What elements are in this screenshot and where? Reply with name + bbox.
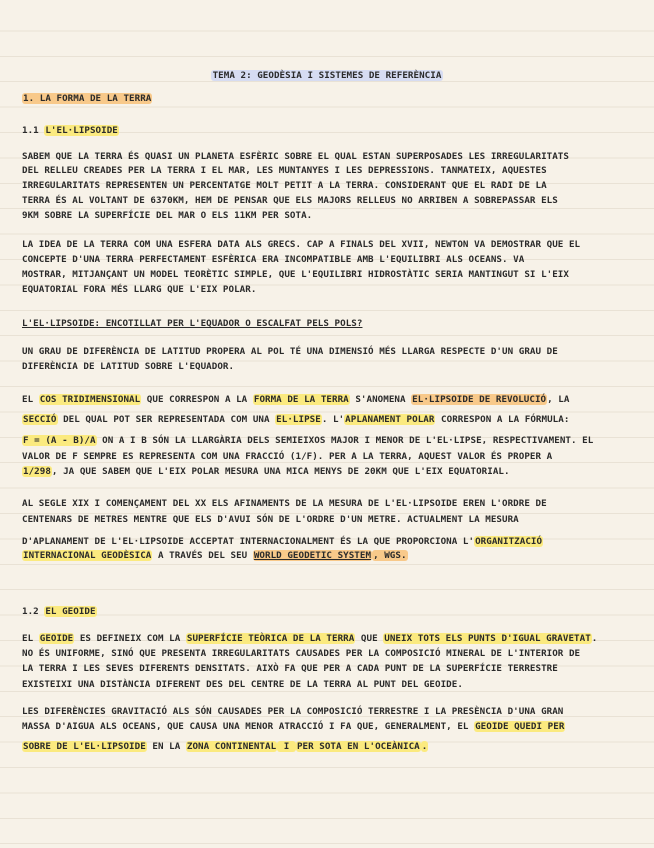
paragraph-7-line [22, 721, 632, 733]
paragraph-5-line [22, 536, 632, 548]
text-run: CORRESPON A LA FÓRMULA: [435, 414, 570, 425]
text-run: . L' [321, 414, 345, 425]
paragraph-1-line: SABEM QUE LA TERRA ÉS QUASI UN PLANETA ESFÈRIC SOBRE EL QUAL ESTAN SUPERPOSADES LES IRREGULARITATS [22, 151, 569, 162]
text-run: , LA [547, 394, 570, 405]
paragraph-4-line [22, 414, 632, 426]
text-run: I [278, 741, 295, 752]
highlight-term: GEOIDE QUEDI PER [475, 721, 565, 732]
paragraph-1-line: 9KM SOBRE LA SUPERFÍCIE DEL MAR O ELS 11KM PER SOTA. [22, 210, 313, 221]
paragraph-7-line [22, 741, 632, 753]
title-text: TEMA 2: GEODÈSIA I SISTEMES DE REFERÈNCIA [212, 70, 442, 81]
text-run: . [591, 633, 598, 644]
paragraph-2-line: LA IDEA DE LA TERRA COM UNA ESFERA DATA ALS GRECS. CAP A FINALS DEL XVII, NEWTON VA DEMOSTRAR QUE EL [22, 239, 581, 250]
paragraph-1-line: DEL RELLEU CREADES PER LA TERRA I EL MAR, LES MUNTANYES I LES DEPRESSIONS. TANMATEIX, AQUESTES [22, 165, 547, 176]
text-run: EN LA [146, 741, 186, 752]
text-run: A TRAVÉS DEL SEU [152, 550, 253, 561]
text-run: QUE CORRESPON A LA [141, 394, 253, 405]
subheading-1-1 [22, 125, 632, 137]
text-run: QUE [355, 633, 384, 644]
paragraph-5-line: CENTENARS DE METRES MENTRE QUE ELS D'AVUI SÓN DE L'ORDRE D'UN METRE. ACTUALMENT LA MESURA [22, 514, 519, 525]
text-run: EL [22, 394, 39, 405]
highlight-term: EL·LIPSE [276, 414, 321, 425]
page-title [0, 70, 654, 82]
paragraph-6-line: NO ÉS UNIFORME, SINÓ QUE PRESENTA IRREGULARITATS CAUSADES PER LA COMPOSICIÓ MINERAL DE L'INTERIOR DE [22, 648, 581, 659]
paragraph-4-line [22, 435, 632, 447]
subheading-text: L'EL·LIPSOIDE [45, 125, 118, 136]
highlight-term: ZONA CONTINENTAL [186, 741, 277, 752]
paragraph-6-line: EXISTEIXI UNA DISTÀNCIA DIFERENT DES DEL CENTRE DE LA TERRA AL PUNT DEL GEOIDE. [22, 679, 463, 690]
highlight-term: WORLD GEODETIC SYSTEM [253, 550, 372, 561]
highlight-term: ORGANITZACIÓ [475, 536, 543, 547]
paragraph-4-line [22, 466, 632, 478]
paragraph-2-line: CONCEPTE D'UNA TERRA PERFECTAMENT ESFÈRICA ERA INCOMPATIBLE AMB L'EQUILIBRI ALS OCEANS. VA [22, 254, 525, 265]
highlight-term: SECCIÓ [23, 414, 57, 425]
text-run: MASSA D'AIGUA ALS OCEANS, QUE CAUSA UNA MENOR ATRACCIÓ I FA QUE, GENERALMENT, EL [22, 721, 475, 732]
subheading-text: EL GEOIDE [45, 606, 96, 617]
highlight-term: , WGS. [373, 550, 407, 561]
text-run: DEL QUAL POT SER REPRESENTADA COM UNA [57, 414, 276, 425]
subheading-number: 1.1 [22, 125, 45, 136]
subheading-number: 1.2 [22, 606, 45, 617]
text-run: S'ANOMENA [349, 394, 412, 405]
highlight-term: UNEIX TOTS ELS PUNTS D'IGUAL GRAVETAT [384, 633, 591, 644]
section-heading-1 [22, 93, 632, 105]
paragraph-3-line: DIFERÈNCIA DE LATITUD SOBRE L'EQUADOR. [22, 361, 235, 372]
text-run: . [421, 741, 428, 752]
highlight-term: PER SOTA EN L'OCEÀNICA [296, 741, 420, 752]
text-run: , JA QUE SABEM QUE L'EIX POLAR MESURA UNA MICA MENYS DE 20KM QUE L'EIX EQUATORIAL. [51, 466, 510, 477]
paragraph-5-line [22, 550, 632, 562]
highlight-term: SOBRE DE L'EL·LIPSOIDE [23, 741, 146, 752]
question-heading: L'EL·LIPSOIDE: ENCOTILLAT PER L'EQUADOR O ESCALFAT PELS POLS? [22, 318, 363, 329]
highlight-term: APLANAMENT POLAR [345, 414, 435, 425]
paragraph-6-line: LA TERRA I LES SEVES DIFERENTS DENSITATS. AIXÒ FA QUE PER A CADA PUNT DE LA SUPERFÍCIE TERRESTRE [22, 663, 558, 674]
section-heading-text: 1. LA FORMA DE LA TERRA [23, 93, 152, 104]
highlight-value: 1/298 [23, 466, 51, 477]
text-run: ON A I B SÓN LA LLARGÀRIA DELS SEMIEIXOS MAJOR I MENOR DE L'EL·LIPSE, RESPECTIVAMENT. EL [96, 435, 594, 446]
paragraph-1-line: IRREGULARITATS REPRESENTEN UN PERCENTATGE MOLT PETIT A LA TERRA. CONSIDERANT QUE EL RADI DE LA [22, 180, 547, 191]
text-run: EL [22, 633, 39, 644]
subheading-1-2 [22, 606, 632, 618]
paragraph-6-line [22, 633, 632, 645]
highlight-term: COS TRIDIMENSIONAL [39, 394, 141, 405]
paragraph-7-line: LES DIFERÈNCIES GRAVITACIÓ ALS SÓN CAUSADES PER LA COMPOSICIÓ TERRESTRE I LA PRESÈNCIA D'UNA GRAN [22, 706, 564, 717]
paragraph-2-line: MOSTRAR, MITJANÇANT UN MODEL TEORÈTIC SIMPLE, QUE L'EQUILIBRI HIDROSTÀTIC SERIA MANTINGUT SI L'EIX [22, 269, 569, 280]
paragraph-1-line: TERRA ÉS AL VOLTANT DE 6370KM, HEM DE PENSAR QUE ELS MAJORS RELLEUS NO ARRIBEN A SOBREPASSAR ELS [22, 195, 558, 206]
formula: F = (A - B)/A [23, 435, 96, 446]
highlight-term: FORMA DE LA TERRA [253, 394, 349, 405]
highlight-term: GEOIDE [39, 633, 74, 644]
paragraph-5-line: AL SEGLE XIX I COMENÇAMENT DEL XX ELS AFINAMENTS DE LA MESURA DE L'EL·LIPSOIDE EREN L'ORDRE DE [22, 498, 547, 509]
highlight-term: INTERNACIONAL GEODÈSICA [23, 550, 152, 561]
highlight-term: SUPERFÍCIE TEÒRICA DE LA TERRA [186, 633, 355, 644]
paragraph-3-line: UN GRAU DE DIFERÈNCIA DE LATITUD PROPERA AL POL TÉ UNA DIMENSIÓ MÉS LLARGA RESPECTE D'UN GRAU DE [22, 346, 558, 357]
text-run: ES DEFINEIX COM LA [74, 633, 186, 644]
paragraph-2-line: EQUATORIAL FORA MÉS LLARG QUE L'EIX POLAR. [22, 284, 257, 295]
paragraph-4-line: VALOR DE F SEMPRE ES REPRESENTA COM UNA FRACCIÓ (1/F). PER A LA TERRA, AQUEST VALOR ÉS PROPER A [22, 451, 553, 462]
text-run: D'APLANAMENT DE L'EL·LIPSOIDE ACCEPTAT INTERNACIONALMENT ÉS LA QUE PROPORCIONA L' [22, 536, 475, 547]
paragraph-4-line [22, 394, 632, 406]
highlight-term: EL·LIPSOIDE DE REVOLUCIÓ [412, 394, 547, 405]
